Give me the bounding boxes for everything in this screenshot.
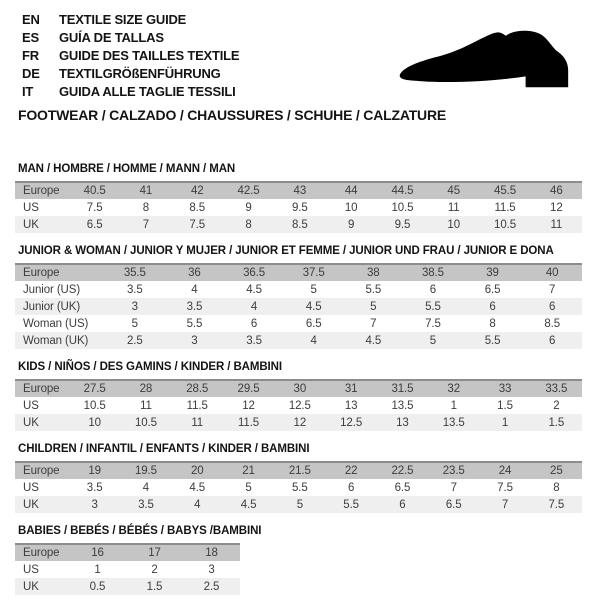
- size-cell: 5: [370, 300, 377, 313]
- size-cell: 21: [242, 465, 255, 477]
- size-cell: 12.5: [340, 416, 363, 429]
- size-cell: 7: [370, 317, 377, 330]
- size-cell: 3.5: [138, 498, 154, 511]
- size-cell: 8.5: [291, 218, 308, 231]
- size-cell: 4: [250, 300, 258, 313]
- size-cell: 5.5: [186, 317, 203, 330]
- size-cell: 36.5: [243, 267, 266, 279]
- size-cell: 1: [450, 399, 457, 412]
- size-cell: 11: [191, 416, 204, 429]
- size-cell: 12: [293, 416, 307, 429]
- size-cell: 5.5: [365, 283, 382, 296]
- size-cell: 42.5: [237, 185, 260, 197]
- table-row: [15, 561, 240, 578]
- size-cell: 9.5: [394, 218, 411, 231]
- size-table-section: [15, 245, 582, 349]
- size-cell: 6: [429, 283, 437, 296]
- table-row: [15, 281, 582, 298]
- size-cell: 12: [242, 399, 255, 412]
- row-label: Junior (US): [23, 283, 81, 296]
- size-cell: 1.5: [146, 580, 163, 593]
- size-cell: 10.5: [83, 399, 106, 412]
- size-cell: 4.5: [240, 498, 257, 511]
- size-cell: 3: [208, 563, 215, 576]
- size-cell: 8: [553, 481, 560, 494]
- table-row: [15, 462, 582, 479]
- size-cell: 6.5: [305, 317, 322, 330]
- size-cell: 45: [447, 185, 461, 197]
- size-cell: 4.5: [189, 481, 206, 494]
- size-table: [15, 543, 240, 595]
- size-cell: 6: [399, 498, 406, 511]
- row-label: Woman (UK): [23, 334, 89, 347]
- size-cell: 5: [296, 498, 303, 511]
- size-cell: 5.5: [291, 481, 308, 494]
- size-cell: 41: [139, 185, 153, 197]
- row-label: UK: [23, 218, 39, 231]
- size-cell: 33.5: [545, 383, 568, 395]
- language-title: GUÍA DE TALLAS: [59, 30, 164, 45]
- size-cell: 16: [91, 547, 104, 559]
- table-row: [15, 578, 240, 595]
- table-row: [15, 182, 582, 199]
- size-cell: 7.5: [425, 317, 441, 330]
- language-code: ES: [22, 30, 39, 45]
- size-cell: 3.5: [126, 283, 143, 296]
- size-cell: 5: [245, 481, 252, 494]
- size-cell: 8.5: [544, 317, 561, 330]
- size-cell: 10: [447, 218, 461, 231]
- size-table-section: [15, 525, 582, 595]
- size-cell: 38: [367, 267, 380, 279]
- size-cell: 31: [344, 383, 358, 395]
- size-cell: 3: [131, 300, 138, 313]
- table-title: JUNIOR & WOMAN / JUNIOR Y MUJER / JUNIOR ET FEMME / JUNIOR UND FRAU / JUNIOR E DONA: [18, 245, 554, 257]
- size-cell: 1.5: [548, 416, 565, 429]
- language-row-it: [22, 83, 239, 101]
- size-cell: 3: [191, 334, 198, 347]
- size-cell: 10.5: [391, 201, 414, 214]
- size-cell: 1: [501, 416, 509, 429]
- size-cell: 2: [553, 399, 560, 412]
- size-cell: 11.5: [237, 416, 260, 429]
- size-cell: 38.5: [421, 267, 444, 279]
- size-cell: 11: [140, 399, 152, 412]
- language-row-en: [22, 11, 239, 29]
- size-cell: 3.5: [86, 481, 103, 494]
- size-cell: 6: [250, 317, 258, 330]
- language-row-de: [22, 65, 239, 83]
- size-cell: 11: [447, 201, 460, 214]
- row-label: US: [23, 563, 39, 576]
- size-cell: 5.5: [343, 498, 359, 511]
- size-cell: 3.5: [186, 300, 203, 313]
- size-cell: 0.5: [89, 580, 106, 593]
- size-cell: 3: [91, 498, 98, 511]
- size-cell: 7: [450, 481, 457, 494]
- row-label: UK: [23, 580, 39, 593]
- size-cell: 4.5: [246, 283, 262, 296]
- table-row: [15, 496, 582, 513]
- size-cell: 7.5: [189, 218, 206, 231]
- size-cell: 6.5: [445, 498, 462, 511]
- table-title: BABIES / BEBÉS / BÉBÉS / BABYS /BAMBINI: [18, 525, 262, 537]
- row-label: Europe: [23, 383, 60, 395]
- size-cell: 25: [550, 465, 563, 477]
- size-cell: 6: [347, 481, 355, 494]
- table-row: [15, 544, 240, 561]
- language-code: DE: [22, 66, 40, 81]
- table-title: CHILDREN / INFANTIL / ENFANTS / KINDER / BAMBINI: [18, 443, 310, 455]
- language-title: GUIDA ALLE TAGLIE TESSILI: [59, 84, 236, 99]
- size-cell: 10.5: [134, 416, 157, 429]
- size-cell: 30: [293, 383, 307, 395]
- size-cell: 5.5: [425, 300, 441, 313]
- size-cell: 2: [151, 563, 158, 576]
- size-cell: 32: [447, 383, 461, 395]
- size-cell: 13: [396, 416, 409, 429]
- size-cell: 20: [190, 465, 204, 477]
- size-cell: 40.5: [83, 185, 106, 197]
- size-cell: 1: [94, 563, 101, 576]
- language-title: GUIDE DES TAILLES TEXTILE: [59, 48, 240, 63]
- size-cell: 7.5: [548, 498, 565, 511]
- table-title: MAN / HOMBRE / HOMME / MANN / MAN: [18, 163, 236, 175]
- size-table: [15, 181, 582, 233]
- size-cell: 4: [310, 334, 317, 347]
- size-cell: 23.5: [442, 465, 465, 477]
- size-cell: 39: [486, 267, 499, 279]
- language-title: TEXTILE SIZE GUIDE: [59, 12, 187, 27]
- size-cell: 7: [501, 498, 509, 511]
- size-cell: 19: [88, 465, 101, 477]
- size-cell: 3.5: [246, 334, 262, 347]
- row-label: Europe: [23, 267, 60, 279]
- size-cell: 10: [88, 416, 101, 429]
- size-cell: 36: [188, 267, 201, 279]
- language-row-es: [22, 29, 239, 47]
- size-cell: 6: [549, 300, 556, 313]
- size-cell: 31.5: [391, 383, 414, 395]
- row-label: Europe: [23, 465, 60, 477]
- size-cell: 2.5: [203, 580, 220, 593]
- size-cell: 8: [245, 218, 252, 231]
- size-cell: 9.5: [291, 201, 308, 214]
- size-cell: 8: [489, 317, 496, 330]
- size-cell: 27.5: [83, 383, 106, 395]
- dress-shoe-icon: [396, 24, 584, 100]
- size-cell: 5: [429, 334, 437, 347]
- row-label: Junior (UK): [23, 300, 81, 313]
- size-cell: 28.5: [186, 383, 209, 395]
- size-cell: 6: [549, 334, 556, 347]
- language-row-fr: [22, 47, 239, 65]
- size-cell: 11.5: [186, 399, 208, 412]
- size-cell: 5: [310, 283, 317, 296]
- size-cell: 42: [190, 185, 204, 197]
- size-cell: 40: [545, 267, 559, 279]
- row-label: US: [23, 481, 39, 494]
- row-label: US: [23, 201, 39, 214]
- row-label: Europe: [23, 185, 60, 197]
- size-cell: 35.5: [123, 267, 146, 279]
- table-row: [15, 397, 582, 414]
- table-row: [15, 216, 582, 233]
- size-cell: 5: [131, 317, 138, 330]
- table-row: [15, 298, 582, 315]
- language-title: TEXTILGRÖßENFÜHRUNG: [59, 66, 221, 81]
- row-label: Europe: [23, 547, 60, 559]
- size-cell: 8: [142, 201, 150, 214]
- size-cell: 12: [550, 201, 563, 214]
- language-title-block: [22, 11, 239, 101]
- size-cell: 43: [293, 185, 307, 197]
- size-cell: 8.5: [189, 201, 206, 214]
- size-cell: 6.5: [86, 218, 103, 231]
- size-cell: 22.5: [391, 465, 414, 477]
- size-cell: 10: [344, 201, 358, 214]
- size-cell: 4.5: [305, 300, 322, 313]
- size-cell: 29.5: [237, 383, 260, 395]
- size-cell: 6.5: [484, 283, 501, 296]
- size-tables: [15, 163, 582, 600]
- row-label: US: [23, 399, 39, 412]
- size-cell: 21.5: [288, 465, 311, 477]
- table-row: [15, 479, 582, 496]
- size-cell: 4: [194, 498, 201, 511]
- table-row: [15, 332, 582, 349]
- size-cell: 22: [344, 465, 358, 477]
- table-title: KIDS / NIÑOS / DES GAMINS / KINDER / BAMBINI: [18, 361, 282, 373]
- size-table: [15, 263, 582, 349]
- size-cell: 46: [550, 185, 563, 197]
- size-cell: 44: [344, 185, 358, 197]
- size-cell: 10.5: [494, 218, 517, 231]
- size-cell: 24: [498, 465, 512, 477]
- size-cell: 4.5: [365, 334, 382, 347]
- category-heading: FOOTWEAR / CALZADO / CHAUSSURES / SCHUHE / CALZATURE: [18, 107, 447, 123]
- size-cell: 11.5: [494, 201, 516, 214]
- size-cell: 9: [347, 218, 355, 231]
- row-label: UK: [23, 498, 39, 511]
- size-cell: 45.5: [494, 185, 517, 197]
- size-cell: 5.5: [484, 334, 501, 347]
- size-table: [15, 379, 582, 431]
- size-cell: 6: [489, 300, 496, 313]
- row-label: Woman (US): [23, 317, 89, 330]
- size-cell: 44.5: [391, 185, 414, 197]
- size-table-section: [15, 443, 582, 513]
- size-table-section: [15, 163, 582, 233]
- table-row: [15, 380, 582, 397]
- size-cell: 7: [142, 218, 150, 231]
- size-cell: 13.5: [391, 399, 414, 412]
- size-cell: 37.5: [302, 267, 325, 279]
- size-cell: 13: [344, 399, 358, 412]
- language-code: EN: [22, 12, 40, 27]
- size-cell: 17: [148, 547, 161, 559]
- row-label: UK: [23, 416, 39, 429]
- size-cell: 11: [550, 218, 563, 231]
- size-cell: 7: [549, 283, 556, 296]
- language-code: IT: [22, 84, 34, 99]
- size-cell: 19.5: [134, 465, 157, 477]
- table-row: [15, 264, 582, 281]
- size-cell: 7.5: [497, 481, 513, 494]
- table-row: [15, 315, 582, 332]
- size-cell: 6.5: [394, 481, 411, 494]
- table-row: [15, 199, 582, 216]
- size-table-section: [15, 361, 582, 431]
- size-cell: 7.5: [86, 201, 103, 214]
- size-cell: 4: [191, 283, 198, 296]
- size-cell: 33: [498, 383, 512, 395]
- size-cell: 2.5: [126, 334, 143, 347]
- size-cell: 4: [142, 481, 150, 494]
- size-table: [15, 461, 582, 513]
- table-row: [15, 414, 582, 431]
- size-cell: 28: [139, 383, 153, 395]
- size-cell: 13.5: [442, 416, 465, 429]
- size-cell: 18: [205, 547, 218, 559]
- size-cell: 12.5: [288, 399, 311, 412]
- size-cell: 9: [245, 201, 252, 214]
- size-cell: 1.5: [497, 399, 513, 412]
- language-code: FR: [22, 48, 39, 63]
